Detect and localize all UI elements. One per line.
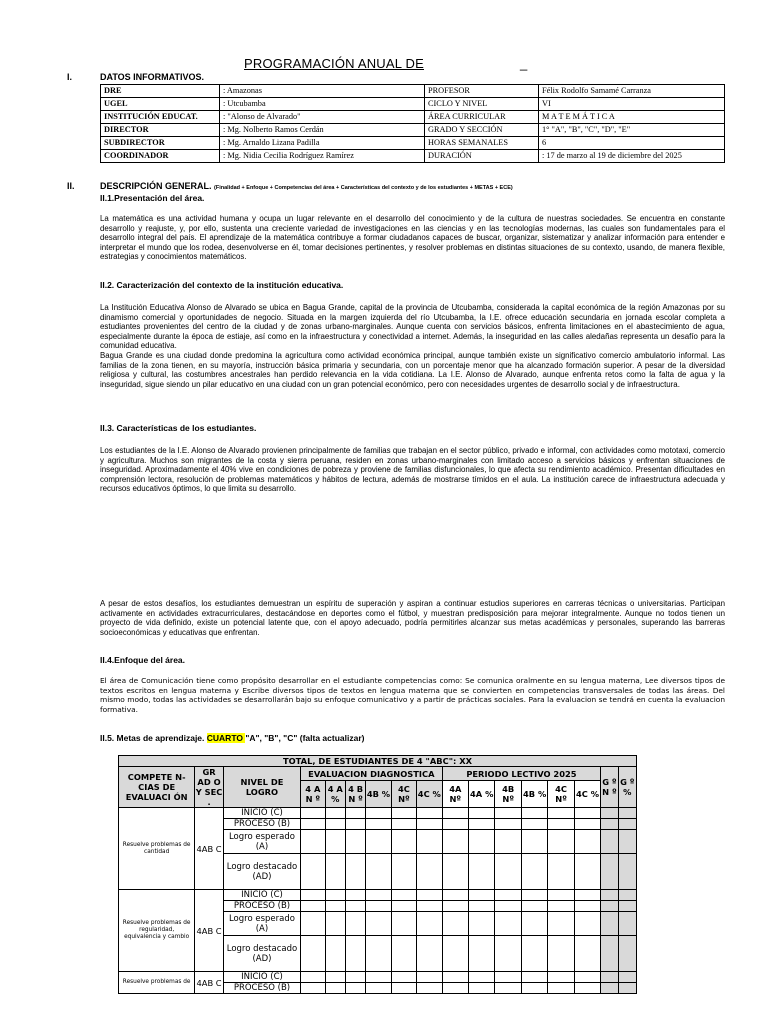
value-cell[interactable] [391,830,416,854]
subsection-title [100,733,364,743]
nivel-cell: INICIO (C) [223,972,300,983]
value-cell[interactable] [618,901,636,912]
value-cell[interactable] [345,819,365,830]
info-cell-k: UGEL [101,98,220,111]
info-cell-k: COORDINADOR [101,150,220,163]
col-periodo: PERIODO LECTIVO 2025 [442,767,601,781]
value-cell[interactable] [469,854,495,890]
diag-col-header: 4 A N º [301,781,325,808]
value-cell[interactable] [366,936,391,972]
col-competencias: COMPETE N-CIAS DE EVALUACI ÓN [119,767,195,808]
metas-title-b: "A", "B", "C" (falta actualizar) [245,733,365,743]
value-cell[interactable] [345,901,365,912]
period-col-header: 4B Nº [495,781,521,808]
value-cell[interactable] [521,808,547,819]
info-cell-k: SUBDIRECTOR [101,137,220,150]
value-cell[interactable] [301,819,325,830]
value-cell[interactable] [442,983,468,994]
value-cell[interactable] [601,901,618,912]
value-cell[interactable] [301,854,325,890]
subsection-title: II.2. Caracterización del contexto de la institución educativa. [100,280,344,290]
info-cell-k: DRE [101,85,220,98]
info-cell-v2: 1° "A", "B", "C", "D", "E" [539,124,725,137]
period-col-header: 4A Nº [442,781,468,808]
value-cell[interactable] [417,972,442,983]
value-cell[interactable] [325,972,345,983]
value-cell[interactable] [391,808,416,819]
value-cell[interactable] [548,890,574,901]
diag-col-header: 4C % [417,781,442,808]
value-cell[interactable] [345,972,365,983]
competencia-cell: Resuelve problemas de [119,972,195,994]
value-cell[interactable] [495,983,521,994]
value-cell[interactable] [548,854,574,890]
value-cell[interactable] [521,972,547,983]
value-cell[interactable] [301,901,325,912]
period-col-header: 4C % [574,781,600,808]
value-cell[interactable] [521,983,547,994]
value-cell[interactable] [366,901,391,912]
paragraph-text: La matemática es una actividad humana y ocupa un lugar relevante en el desarrollo del conocimiento y de la cultura de nuestras sociedades. Se encuentra en constante desarrollo y reajuste, y, por ello, sustenta una creciente variedad de investigaciones en las ciencias y en las tecnologías modernas, las cuales son fundamentales para el desarrollo integral del país. El aprendizaje de la matemática contribuye a formar ciudadanos capaces de buscar, organizar, sistematizar y analizar información para entender e interpretar el mundo que los rodea, desenvolverse en él, tomar decisiones pertinentes, y resolver problemas en distintas situaciones de su contexto, usando, de manera flexible, estrategias y conocimientos matemáticos. [100,214,725,262]
paragraph-text: A pesar de estos desafíos, los estudiantes demuestran un espíritu de superación y aspiran a continuar estudios superiores en carreras técnicas o universitarias. Participan activamente en actividades extracurriculares, destacándose en deportes como el fútbol, y muestran predisposición para mejorar integralmente. Aunque no todos tienen un proyecto de vida definido, existe un potencial latente que, con el apoyo adecuado, podría permitirles alcanzar sus metas académicas y personales, superando las barreras socioeconómicas y educativas que enfrentan. [100,599,725,637]
table-row [119,890,637,901]
paragraph [100,214,725,262]
value-cell[interactable] [495,808,521,819]
page-title: PROGRAMACIÓN ANUAL DE [244,56,424,71]
diag-col-header: 4C Nº [391,781,416,808]
metas-total-header: TOTAL, DE ESTUDIANTES DE 4 "ABC": XX [119,756,637,767]
grado-cell: 4AB C [195,972,223,994]
value-cell[interactable] [366,983,391,994]
value-cell[interactable] [391,901,416,912]
value-cell[interactable] [495,936,521,972]
metas-title-highlight: CUARTO [206,733,246,743]
period-col-header: 4C Nº [548,781,574,808]
period-col-header: 4B % [521,781,547,808]
info-cell-k2: ÁREA CURRICULAR [425,111,539,124]
value-cell[interactable] [391,972,416,983]
value-cell[interactable] [345,983,365,994]
value-cell[interactable] [366,890,391,901]
value-cell[interactable] [301,830,325,854]
value-cell[interactable] [391,890,416,901]
section-2-heading-text: DESCRIPCIÓN GENERAL. [100,181,212,191]
value-cell[interactable] [521,912,547,936]
value-cell[interactable] [417,830,442,854]
value-cell[interactable] [325,819,345,830]
value-cell[interactable] [548,819,574,830]
diag-col-header: 4 A % [325,781,345,808]
value-cell[interactable] [521,901,547,912]
value-cell[interactable] [601,808,618,819]
table-row [119,808,637,819]
competencia-cell: Resuelve problemas de regularidad, equivalencia y cambio [119,890,195,972]
value-cell[interactable] [548,808,574,819]
info-cell-v: : Mg. Nolberto Ramos Cerdán [220,124,425,137]
value-cell[interactable] [469,830,495,854]
value-cell[interactable] [417,808,442,819]
info-table [100,84,725,163]
value-cell[interactable] [495,854,521,890]
value-cell[interactable] [442,972,468,983]
value-cell[interactable] [417,983,442,994]
competencia-cell: Resuelve problemas de cantidad [119,808,195,890]
value-cell[interactable] [618,808,636,819]
value-cell[interactable] [442,830,468,854]
value-cell[interactable] [618,830,636,854]
value-cell[interactable] [391,936,416,972]
metas-title-a: II.5. Metas de aprendizaje. [100,733,207,743]
value-cell[interactable] [548,830,574,854]
info-cell-k2: HORAS SEMANALES [425,137,539,150]
info-cell-k: INSTITUCIÓN EDUCAT. [101,111,220,124]
table-row [119,972,637,983]
value-cell[interactable] [325,901,345,912]
value-cell[interactable] [521,936,547,972]
info-cell-k2: GRADO Y SECCIÓN [425,124,539,137]
subsection-title: II.1.Presentación del área. [100,193,205,203]
value-cell[interactable] [366,830,391,854]
diag-col-header: 4 B N º [345,781,365,808]
value-cell[interactable] [391,854,416,890]
value-cell[interactable] [345,936,365,972]
value-cell[interactable] [618,854,636,890]
value-cell[interactable] [325,854,345,890]
nivel-cell: Logro esperado (A) [223,912,300,936]
value-cell[interactable] [574,936,600,972]
paragraph [100,599,725,637]
value-cell[interactable] [417,912,442,936]
value-cell[interactable] [366,808,391,819]
value-cell[interactable] [469,808,495,819]
value-cell[interactable] [469,912,495,936]
col-grado: GR AD O Y SEC . [195,767,223,807]
value-cell[interactable] [521,890,547,901]
value-cell[interactable] [601,854,618,890]
value-cell[interactable] [391,983,416,994]
value-cell[interactable] [521,854,547,890]
value-cell[interactable] [495,890,521,901]
value-cell[interactable] [548,901,574,912]
value-cell[interactable] [495,972,521,983]
info-row [101,137,725,150]
value-cell[interactable] [442,901,468,912]
value-cell[interactable] [345,830,365,854]
value-cell[interactable] [325,983,345,994]
value-cell[interactable] [391,819,416,830]
value-cell[interactable] [618,819,636,830]
value-cell[interactable] [601,819,618,830]
value-cell[interactable] [301,912,325,936]
value-cell[interactable] [574,912,600,936]
info-cell-v2: : 17 de marzo al 19 de diciembre del 2025 [539,150,725,163]
value-cell[interactable] [548,936,574,972]
value-cell[interactable] [417,936,442,972]
value-cell[interactable] [325,808,345,819]
info-row [101,150,725,163]
value-cell[interactable] [325,890,345,901]
value-cell[interactable] [325,830,345,854]
value-cell[interactable] [442,819,468,830]
nivel-cell: INICIO (C) [223,890,300,901]
section-2-number: II. [67,181,75,191]
value-cell[interactable] [469,983,495,994]
nivel-cell: Logro destacado (AD) [223,854,300,890]
paragraph [100,303,725,389]
info-cell-k2: DURACIÓN [425,150,539,163]
paragraph [100,676,725,714]
value-cell[interactable] [495,912,521,936]
value-cell[interactable] [574,983,600,994]
value-cell[interactable] [618,936,636,972]
col-g-pct: G º % [618,767,636,808]
info-cell-k2: CICLO Y NIVEL [425,98,539,111]
value-cell[interactable] [345,854,365,890]
info-cell-v: : Mg. Arnaldo Lizana Padilla [220,137,425,150]
nivel-cell: Logro destacado (AD) [223,936,300,972]
value-cell[interactable] [469,819,495,830]
value-cell[interactable] [469,972,495,983]
info-cell-v: : Mg. Nidia Cecilia Rodríguez Ramírez [220,150,425,163]
section-1-heading: DATOS INFORMATIVOS. [100,72,205,82]
value-cell[interactable] [548,983,574,994]
info-cell-v: : Amazonas [220,85,425,98]
info-cell-v: : Utcubamba [220,98,425,111]
value-cell[interactable] [548,912,574,936]
value-cell[interactable] [442,808,468,819]
info-cell-v: : "Alonso de Alvarado" [220,111,425,124]
value-cell[interactable] [495,830,521,854]
value-cell[interactable] [574,808,600,819]
value-cell[interactable] [417,890,442,901]
nivel-cell: PROCESO (B) [223,819,300,830]
value-cell[interactable] [601,972,618,983]
value-cell[interactable] [618,972,636,983]
value-cell[interactable] [574,901,600,912]
grado-cell: 4AB C [195,890,223,972]
col-eval-diagnostica: EVALUACION DIAGNOSTICA [301,767,442,781]
value-cell[interactable] [301,972,325,983]
info-cell-v2: VI [539,98,725,111]
value-cell[interactable] [469,901,495,912]
value-cell[interactable] [417,901,442,912]
value-cell[interactable] [601,912,618,936]
nivel-cell: PROCESO (B) [223,901,300,912]
value-cell[interactable] [417,819,442,830]
value-cell[interactable] [301,983,325,994]
value-cell[interactable] [391,912,416,936]
value-cell[interactable] [601,936,618,972]
metas-table [118,755,637,994]
subsection-title: II.4.Enfoque del área. [100,655,186,665]
value-cell[interactable] [325,936,345,972]
nivel-cell: INICIO (C) [223,808,300,819]
value-cell[interactable] [301,936,325,972]
value-cell[interactable] [442,912,468,936]
value-cell[interactable] [469,890,495,901]
value-cell[interactable] [301,890,325,901]
info-cell-v2: 6 [539,137,725,150]
value-cell[interactable] [601,983,618,994]
value-cell[interactable] [366,819,391,830]
value-cell[interactable] [574,890,600,901]
value-cell[interactable] [574,854,600,890]
value-cell[interactable] [618,912,636,936]
info-cell-k: DIRECTOR [101,124,220,137]
paragraph-text: El área de Comunicación tiene como propósito desarrollar en el estudiante competencias como: Se comunica oralmente en su lengua materna, Lee diversos tipos de textos escritos en lengua materna y Escribe diversos tipos de textos en lengua materna que se convierten en competencias transversales de todas las áreas. Del mismo modo, todas las actividades se desarrollarán bajo su enfoque comunicativo y a partir de prácticas sociales. Para la evaluacion se tendrá en cuenta la evaluacion formativa. [100,676,725,714]
value-cell[interactable] [366,854,391,890]
info-row [101,111,725,124]
value-cell[interactable] [345,808,365,819]
section-2-heading-note: (Finalidad + Enfoque + Competencias del área + Características del contexto y de los estudiantes + METAS + ECE) [214,185,513,191]
value-cell[interactable] [521,819,547,830]
value-cell[interactable] [618,983,636,994]
value-cell[interactable] [521,830,547,854]
value-cell[interactable] [618,890,636,901]
diag-col-header: 4B % [366,781,391,808]
value-cell[interactable] [548,972,574,983]
value-cell[interactable] [574,819,600,830]
nivel-cell: Logro esperado (A) [223,830,300,854]
section-2-heading [100,181,513,191]
value-cell[interactable] [442,890,468,901]
value-cell[interactable] [345,912,365,936]
value-cell[interactable] [495,901,521,912]
info-row [101,98,725,111]
section-1-number: I. [67,72,73,82]
paragraph-text: La Institución Educativa Alonso de Alvarado se ubica en Bagua Grande, capital de la provincia de Utcubamba, considerada la capital económica de la región Amazonas por su dinamismo comercial y oportunidades de negocio. Situada en la margen izquierda del río Utcubamba, la I.E. ofrece educación secundaria en jornada escolar completa a estudiantes provenientes del centro de la ciudad y de zonas urbano-marginales. Aunque cuenta con servicios básicos, enfrenta limitaciones en el abastecimiento de agua, especialmente durante la época de estiaje, así como en la infraestructura y conectividad a internet. Además, la inseguridad en las calles aledañas representa un desafío para la comunidad educativa. [100,303,725,351]
nivel-cell: PROCESO (B) [223,983,300,994]
subsection-title: II.3. Características de los estudiantes. [100,423,257,433]
value-cell[interactable] [442,936,468,972]
value-cell[interactable] [366,912,391,936]
paragraph-text: Los estudiantes de la I.E. Alonso de Alvarado provienen principalmente de familias que trabajan en el sector público, privado e informal, con actividades como mototaxi, comercio y agricultura. Muchos son migrantes de la costa y sierra peruana, residen en zonas urbano-marginales con limitado acceso a servicios básicos y enfrentan situaciones de inseguridad. Aproximadamente el 40% vive en condiciones de pobreza y proviene de familias disfuncionales, lo que afecta su rendimiento académico. Presentan dificultades en comprensión lectora, resolución de problemas matemáticos y hábitos de lectura, además de mostrarse tímidos en el aula. La institución carece de infraestructura adecuada y recursos educativos óptimos, lo que limita su desarrollo. [100,446,725,494]
info-row [101,85,725,98]
value-cell[interactable] [301,808,325,819]
paragraph [100,446,725,494]
title-underscore: _ [520,56,528,71]
value-cell[interactable] [469,936,495,972]
col-g-n: G º N º [601,767,618,808]
value-cell[interactable] [345,890,365,901]
paragraph-text: Bagua Grande es una ciudad donde predomina la agricultura como actividad económica principal, aunque también existe un significativo comercio ambulatorio informal. Las familias de la zona tienen, en su mayoría, instrucción básica primaria y secundaria, con un porcentaje menor que ha alcanzado formación superior. A pesar de la diversidad religiosa y cultural, las costumbres ancestrales han perdido relevancia en la vida cotidiana. La I.E. Alonso de Alvarado, aunque enfrenta retos como la falta de agua y la inseguridad, sigue siendo un pilar educativo en una ciudad con un gran potencial económico, pero con necesidades urgentes de desarrollo social y de infraestructura. [100,350,725,389]
value-cell[interactable] [574,972,600,983]
info-cell-k2: PROFESOR [425,85,539,98]
value-cell[interactable] [495,819,521,830]
period-col-header: 4A % [469,781,495,808]
value-cell[interactable] [417,854,442,890]
value-cell[interactable] [574,830,600,854]
info-row [101,124,725,137]
value-cell[interactable] [601,890,618,901]
value-cell[interactable] [442,854,468,890]
value-cell[interactable] [366,972,391,983]
info-cell-v2: M A T E M Á T I C A [539,111,725,124]
info-cell-v2: Félix Rodolfo Samamé Carranza [539,85,725,98]
grado-cell: 4AB C [195,808,223,890]
value-cell[interactable] [325,912,345,936]
value-cell[interactable] [601,830,618,854]
col-nivel: NIVEL DE LOGRO [223,767,300,808]
